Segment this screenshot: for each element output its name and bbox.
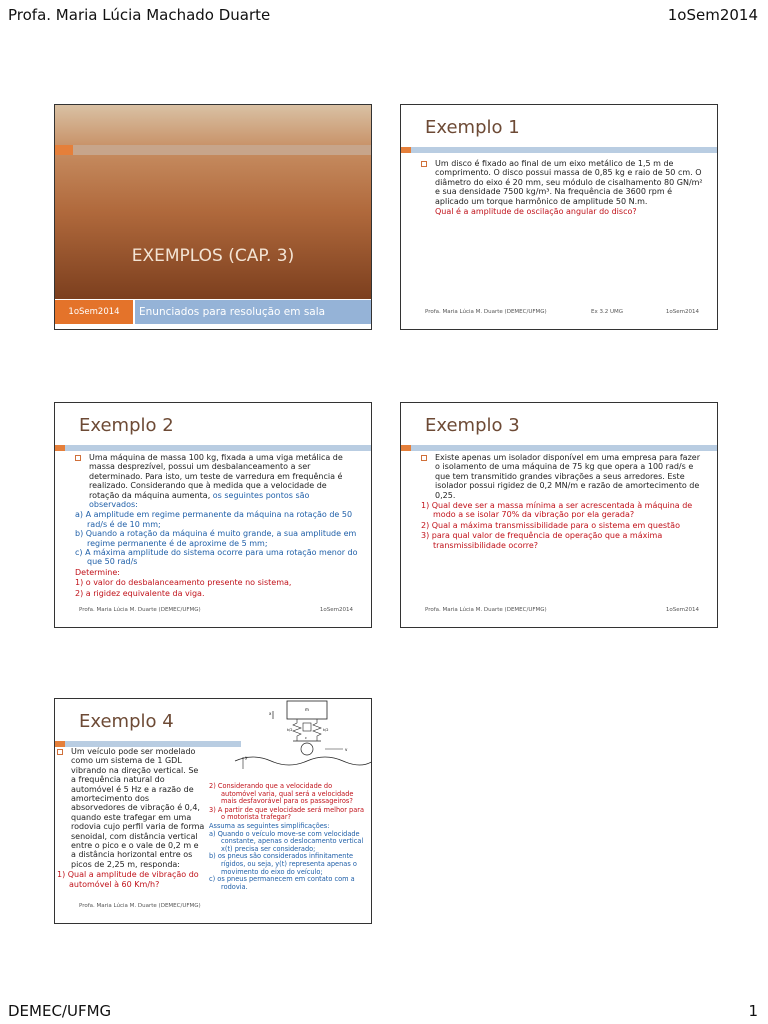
slide-footer-semester: 1oSem2014 <box>665 309 699 315</box>
heading-rule <box>401 445 717 451</box>
assumption-b: b) os pneus são considerados infinitamente rígidos, ou seja, y(t) representa apenas o movimento do eixo do veículo; <box>209 852 357 876</box>
slide-exemplo-2 <box>54 402 372 628</box>
wheel <box>301 743 313 755</box>
rule-accent <box>401 147 411 153</box>
divider-accent <box>55 145 73 155</box>
slide-body-right <box>209 783 369 891</box>
slide-footer-author: Profa. Maria Lúcia M. Duarte (DEMEC/UFMG) <box>79 607 201 613</box>
bullet-item <box>75 453 359 509</box>
statement-highlight: os seguintes pontos são observados: <box>89 490 310 510</box>
page-number: 1 <box>748 1002 758 1020</box>
spring-right <box>313 719 321 741</box>
slide-heading: Exemplo 1 <box>425 117 520 138</box>
slide-body-left <box>57 747 205 889</box>
bullet-item <box>421 453 705 500</box>
page-header-author: Profa. Maria Lúcia Machado Duarte <box>8 6 271 24</box>
assumption-a: a) Quando o veículo move-se com velocidade constante, apenas o deslocamento vertical x(t) precisa ser considerado; <box>209 829 364 853</box>
semester-tag: 1oSem2014 <box>55 300 133 324</box>
observation-b: b) Quando a rotação da máquina é muito grande, a sua amplitude em regime permanente é de aproxime de 5 mm; <box>75 529 357 548</box>
statement-text: Um veículo pode ser modelado como um sistema de 1 GDL vibrando na direção vertical. Se a frequência natural do automóvel é 5 Hz e a razão de amortecimento dos absorvedores de vibração é 0,4, quando este trafegar em uma rodovia cujo perfil varia de forma senoidal, com distância vertical entre o pico e o vale de 0,2 m e a distância horizontal entre os picos de 2,25 m, responda: <box>71 747 205 869</box>
heading-rule <box>55 445 371 451</box>
question-1: 1) o valor do desbalanceamento presente no sistema, <box>75 578 292 588</box>
statement-text: Uma máquina de massa 100 kg, fixada a uma viga metálica de massa desprezível, possui um desbalanceamento a ser determinado. Para isto, um teste de varredura em frequência é realizado. Considerando que à medida que a velocidade de rotação da máquina aumenta, <box>89 453 343 500</box>
question-2: 2) a rigidez equivalente da viga. <box>75 588 205 598</box>
slide-heading: Exemplo 2 <box>79 415 174 436</box>
slide-footer-ref: Ex 3.2 UMG <box>591 309 624 315</box>
bullet-icon <box>75 455 81 461</box>
statement-text: Existe apenas um isolador disponível em uma empresa para fazer o isolamento de uma máquina de 75 kg que opera a 100 rad/s e que tem transmitido grandes vibrações a seus arredores. Este isolador possui rigidez de 0,2 MN/m e razão de amortecimento de 0,25. <box>435 453 700 500</box>
vehicle-model-diagram <box>233 699 372 781</box>
bullet-item <box>57 747 205 869</box>
slide-exemplo-3 <box>400 402 718 628</box>
title-background <box>55 105 371 299</box>
determine-label: Determine: <box>75 567 120 577</box>
road-profile <box>235 757 372 765</box>
x-label: x <box>269 711 272 716</box>
question-1: 1) Qual deve ser a massa mínima a ser acrescentada à máquina de modo a se isolar 70% da vibração por ela gerada? <box>421 501 693 520</box>
observation-a: a) A amplitude em regime permanente da máquina na rotação de 50 rad/s é de 10 mm; <box>75 510 353 529</box>
slide-footer-author: Profa. Maria Lúcia M. Duarte (DEMEC/UFMG) <box>425 309 547 315</box>
damper <box>303 723 311 731</box>
spring-label-right: k/2 <box>323 728 329 732</box>
slide-heading: Exemplo 3 <box>425 415 520 436</box>
y-label: y <box>245 755 248 760</box>
assumption-c: c) os pneus permanecem em contato com a rodovia. <box>209 875 355 891</box>
bullet-icon <box>421 161 427 167</box>
question-2: 2) Qual a máxima transmissibilidade para o sistema em questão <box>421 520 680 530</box>
mass-label: m <box>305 707 309 712</box>
slide-footer-semester: 1oSem2014 <box>319 607 353 613</box>
slide-title <box>54 104 372 330</box>
slide-heading: Exemplo 4 <box>79 711 174 732</box>
slide-exemplo-4 <box>54 698 372 924</box>
spring-label-left: k/2 <box>287 728 293 732</box>
spring-left <box>293 719 301 741</box>
heading-rule <box>401 147 717 153</box>
question-3: 3) A partir de que velocidade será melhor para o motorista trafegar? <box>209 805 364 822</box>
rule-accent <box>401 445 411 451</box>
question-1: 1) Qual a amplitude de vibração do automóvel à 60 Km/h? <box>57 870 199 889</box>
slide-footer-author: Profa. Maria Lúcia M. Duarte (DEMEC/UFMG) <box>79 903 201 909</box>
question-text: Qual é a amplitude de oscilação angular do disco? <box>435 207 637 217</box>
question-2: 2) Considerando que a velocidade do automóvel varia, qual será a velocidade mais desfavorável para os passageiros? <box>209 782 354 806</box>
slide-body <box>421 453 705 550</box>
statement-text: Um disco é fixado ao final de um eixo metálico de 1,5 m de comprimento. O disco possui massa de 0,85 kg e raio de 50 cm. O diâmetro do eixo é 20 mm, seu módulo de cisalhamento 80 GN/m² e sua densidade 7500 kg/m³. Na frequência de 3600 rpm é aplicado um torque harmônico de amplitude 50 N.m. <box>435 159 703 206</box>
title-divider <box>55 145 371 155</box>
slide-footer-author: Profa. Maria Lúcia M. Duarte (DEMEC/UFMG) <box>425 607 547 613</box>
bullet-icon <box>421 455 427 461</box>
slide-exemplo-1 <box>400 104 718 330</box>
rule-accent <box>55 445 65 451</box>
damper-label: c <box>305 736 307 740</box>
slide-body <box>75 453 359 598</box>
slide-body <box>421 159 705 217</box>
question-3: 3) para qual valor de frequência de operação que a máxima transmissibilidade ocorre? <box>421 531 663 550</box>
bullet-icon <box>57 749 63 755</box>
velocity-label: v <box>345 747 348 752</box>
slide-footer-semester: 1oSem2014 <box>665 607 699 613</box>
question-item <box>421 207 705 216</box>
page-header-semester: 1oSem2014 <box>667 6 758 24</box>
slide-subtitle: Enunciados para resolução em sala <box>135 300 371 324</box>
page-footer-institution: DEMEC/UFMG <box>8 1002 112 1020</box>
slide-main-title: EXEMPLOS (CAP. 3) <box>131 246 295 266</box>
assumptions-label: Assuma as seguintes simplificações: <box>209 821 330 830</box>
bullet-item <box>421 159 705 206</box>
observation-c: c) A máxima amplitude do sistema ocorre para uma rotação menor do que 50 rad/s <box>75 548 358 567</box>
